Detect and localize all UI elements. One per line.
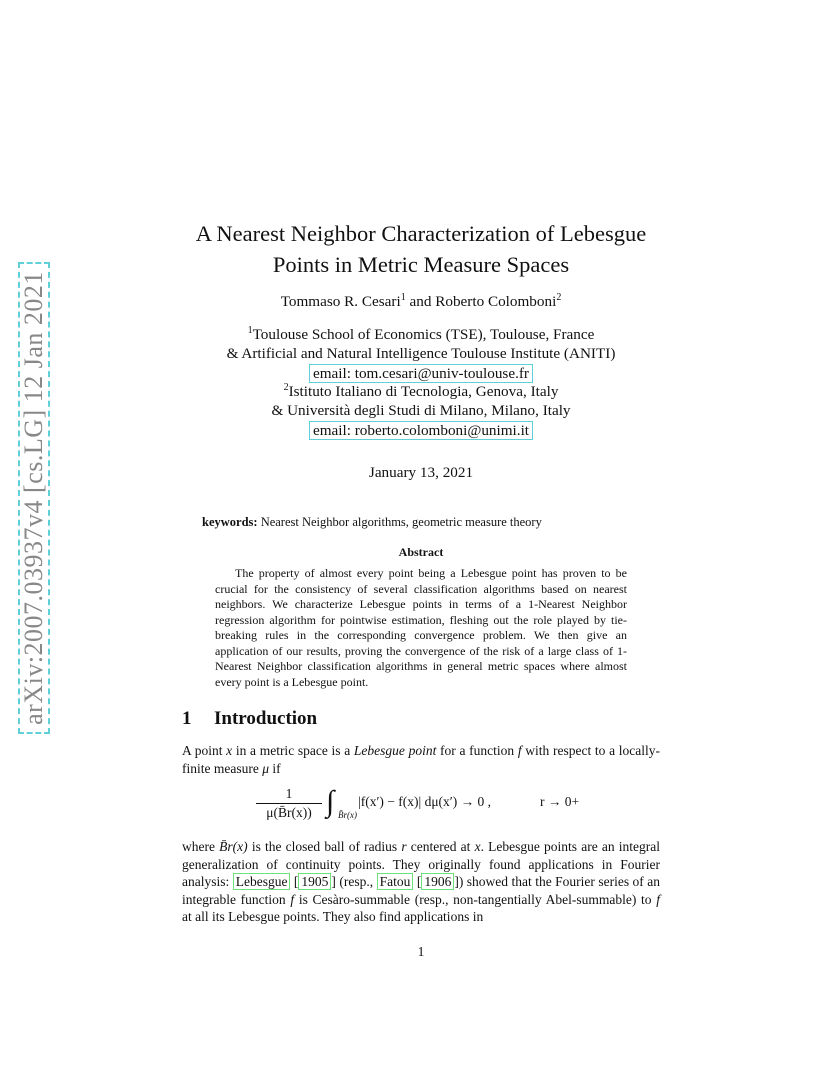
title-line-2: Points in Metric Measure Spaces <box>272 252 570 277</box>
affiliation-1-line-2: & Artificial and Natural Intelligence Toulouse Institute (ANITI) <box>226 345 616 362</box>
math-variable: r <box>401 839 407 854</box>
integrand-expression: |f(x′) − f(x)| dμ(x′) → 0 , <box>358 794 492 809</box>
email-1-row <box>150 364 692 383</box>
citation-lebesgue-link[interactable]: Lebesgue <box>233 873 291 890</box>
text-run: (resp., <box>335 874 377 890</box>
affiliation-1-line-1 <box>150 326 692 344</box>
formula-fraction <box>256 786 322 821</box>
authors-line <box>150 293 692 311</box>
text-run: A point <box>182 743 227 758</box>
email-1-link[interactable]: email: tom.cesari@univ-toulouse.fr <box>309 364 533 383</box>
text-run: ) showed that the Fourier series of an integrable function <box>182 874 661 907</box>
keywords-text: Nearest Neighbor algorithms, geometric measure theory <box>260 515 542 529</box>
text-run: . Lebesgue points are an integral generalization of continuity points. They originally found applications in Fourier analysis: <box>182 839 661 890</box>
math-variable: μ <box>262 760 269 776</box>
citation-fatou-link[interactable]: Fatou <box>377 873 414 890</box>
arxiv-identifier-text: arXiv:2007.03937v4 [cs.LG] 12 Jan 2021 <box>19 271 48 725</box>
title-line-1: A Nearest Neighbor Characterization of Lebesgue <box>195 221 647 246</box>
math-variable: f <box>656 891 660 907</box>
author-1-affiliation-mark: 1 <box>400 291 406 303</box>
math-expression: B̄r(x) <box>219 839 248 854</box>
abstract-body: The property of almost every point being a Lebesgue point has proven to be crucial for the consistency of several classification algorithms based on nearest neighbors. We characterize Lebesgue points in terms of a 1-Nearest Neighbor regression algorithm for pointwise estimation, fleshing out the role played by tie-breaking rules in the corresponding convergence problem. We then give an application of our results, proving the convergence of the risk of a large class of 1-Nearest Neighbor classification algorithms in general metric spaces where almost every point is a Lebesgue point. <box>215 566 627 689</box>
math-variable: f <box>517 743 522 758</box>
affiliation-2-mark: 2 <box>283 381 289 393</box>
text-run: is the closed ball of radius <box>247 839 402 854</box>
text-run: is Cesàro-summable (resp., non-tangentially Abel-summable) to <box>294 891 657 907</box>
keywords-line <box>202 515 542 530</box>
keywords-label: keywords: <box>202 515 258 529</box>
section-title: Introduction <box>214 708 318 729</box>
limit-condition: r → 0+ <box>540 794 580 809</box>
citation-lebesgue-year-link[interactable]: 1905 <box>298 873 331 890</box>
affiliation-2-line-1 <box>150 383 692 401</box>
section-number: 1 <box>182 708 192 729</box>
lebesgue-point-formula <box>240 784 620 828</box>
email-2-link[interactable]: email: roberto.colomboni@unimi.it <box>309 421 533 440</box>
text-run: where <box>182 839 220 854</box>
fraction-numerator: 1 <box>256 786 322 804</box>
text-run: at all its Lebesgue points. They also find applications in <box>182 909 484 925</box>
author-1-name: Tommaso R. Cesari <box>280 293 401 310</box>
fraction-denominator: μ(B̄r(x)) <box>266 805 312 820</box>
paper-title <box>150 218 692 280</box>
emphasized-term: Lebesgue point <box>353 743 437 758</box>
affiliation-1-text: Toulouse School of Economics (TSE), Toulouse, France <box>252 326 595 343</box>
math-variable: f <box>290 891 295 907</box>
section-heading-introduction <box>182 708 317 730</box>
text-run: in a metric space is a <box>232 743 354 758</box>
integral-domain: B̄r(x) <box>338 810 357 820</box>
page-number: 1 <box>417 944 425 959</box>
affiliation-2-text: Istituto Italiano di Tecnologia, Genova, Italy <box>288 383 559 400</box>
citation-fatou-year-link[interactable]: 1906 <box>421 873 454 890</box>
text-run: centered at <box>406 839 475 854</box>
intro-paragraph-2: where B̄r(x) is the closed ball of radius r centered at x. Lebesgue points are an integral generalization of continuity points. They originally found applications in Fourier analysis: Lebesgue [ 1905 ] (resp., Fatou [ 1906 ]) showed that the Fourier series of an integrable function f is Cesàro-summable (resp., non-tangentially Abel-summable) to f at all its Lebesgue points. They also find applications in <box>182 839 661 925</box>
authors-conjunction: and <box>405 293 436 310</box>
math-variable: x <box>226 743 233 758</box>
text-run: with respect to a locally-finite measure <box>182 743 661 776</box>
text-run: if <box>269 760 281 776</box>
integral-sign: ∫ <box>326 785 335 818</box>
author-2-name: Roberto Colomboni <box>435 293 557 310</box>
paper-date: January 13, 2021 <box>368 464 474 481</box>
author-2-affiliation-mark: 2 <box>556 291 562 303</box>
math-variable: x <box>474 839 481 854</box>
intro-paragraph-1 <box>182 742 660 777</box>
email-2-row <box>150 421 692 440</box>
text-run: for a function <box>436 743 518 758</box>
affiliation-1-mark: 1 <box>247 324 253 336</box>
arxiv-identifier-stamp[interactable] <box>18 262 50 734</box>
affiliation-2-line-2: & Università degli Studi di Milano, Milano, Italy <box>271 402 571 419</box>
abstract-heading: Abstract <box>398 545 444 559</box>
